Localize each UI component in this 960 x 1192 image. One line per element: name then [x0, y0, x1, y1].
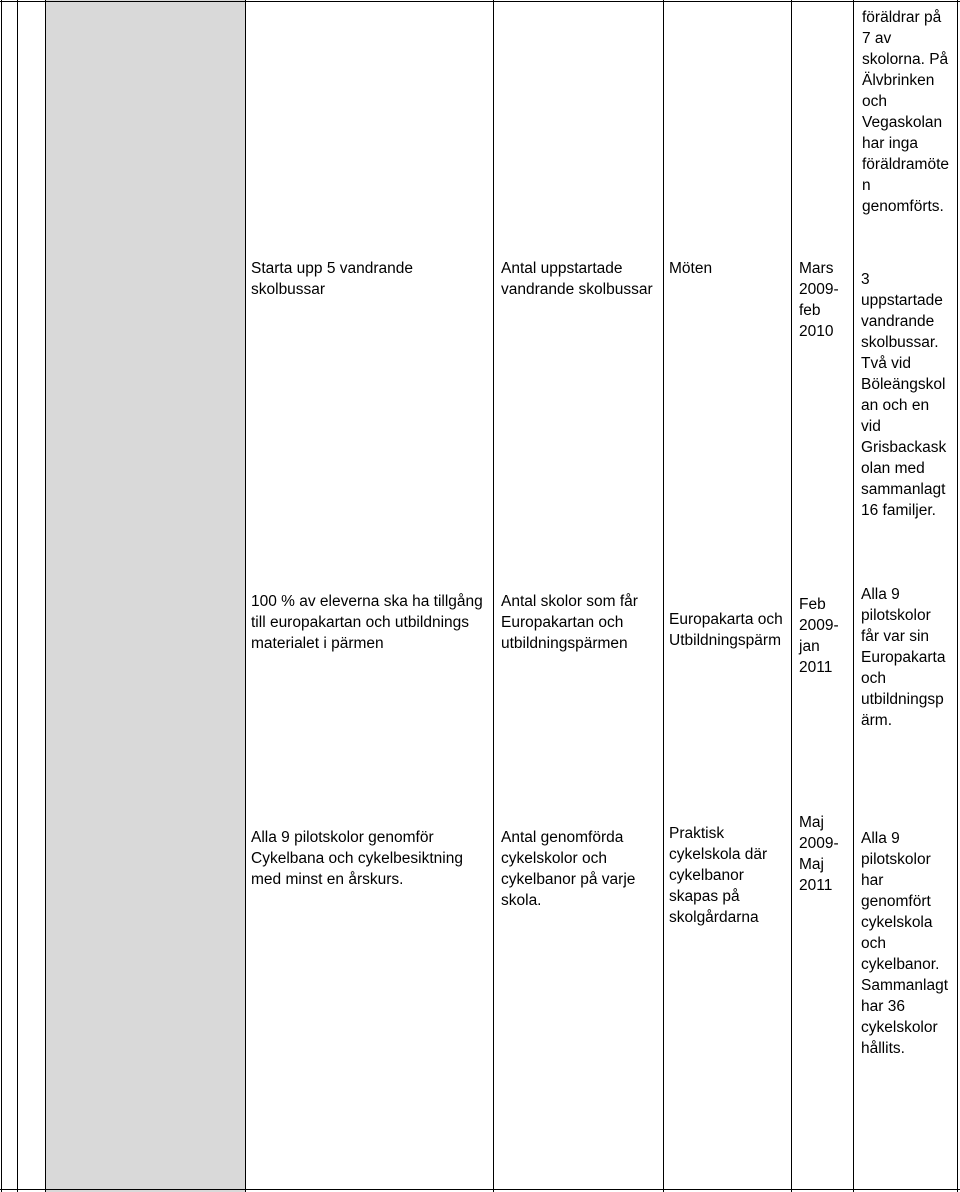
row-status: Alla 9 pilotskolor får var sin Europakarta och utbildningsp ärm. — [861, 586, 946, 729]
table-border-top — [0, 1, 960, 2]
column-divider — [17, 0, 18, 1192]
column-divider — [245, 0, 246, 1192]
row-period: Maj 2009- Maj 2011 — [799, 814, 839, 894]
row-indicator: Antal skolor som får Europakartan och utbildningspärmen — [501, 593, 638, 652]
column-divider — [45, 0, 46, 1192]
row-activity: Praktisk cykelskola där cykelbanor skapas på skolgårdarna — [669, 825, 768, 926]
row-goal: 100 % av eleverna ska ha tillgång till europakartan och utbildnings materialet i pärmen — [251, 593, 483, 652]
column-divider — [853, 0, 854, 1192]
row-period: Feb 2009- jan 2011 — [799, 596, 839, 676]
column-divider — [493, 0, 494, 1192]
gray-column — [45, 0, 245, 1192]
table-border-bottom — [0, 1189, 960, 1190]
table-border-right — [957, 0, 958, 1192]
row-period: Mars 2009- feb 2010 — [799, 260, 839, 340]
row-status: Alla 9 pilotskolor har genomfört cykelskola och cykelbanor. Sammanlagt har 36 cykelskolor hållits. — [861, 830, 949, 1057]
row-indicator: Antal genomförda cykelskolor och cykelbanor på varje skola. — [501, 829, 636, 909]
prev-row-status: föräldrar på 7 av skolorna. På Älvbrinken och Vegaskolan har inga föräldramöte n genomförts. — [862, 9, 950, 215]
column-divider — [663, 0, 664, 1192]
row-activity: Europakarta och Utbildningspärm — [669, 611, 783, 649]
row-goal: Alla 9 pilotskolor genomför Cykelbana och cykelbesiktning med minst en årskurs. — [251, 829, 463, 888]
row-activity: Möten — [669, 260, 713, 277]
row-indicator: Antal uppstartade vandrande skolbussar — [501, 260, 653, 298]
table-border-left — [1, 0, 2, 1192]
row-status: 3 uppstartade vandrande skolbussar. Två vid Böleängskol an och en vid Grisbackask olan med sammanlagt 16 familjer. — [861, 271, 947, 519]
row-goal: Starta upp 5 vandrande skolbussar — [251, 260, 414, 298]
column-divider — [791, 0, 792, 1192]
